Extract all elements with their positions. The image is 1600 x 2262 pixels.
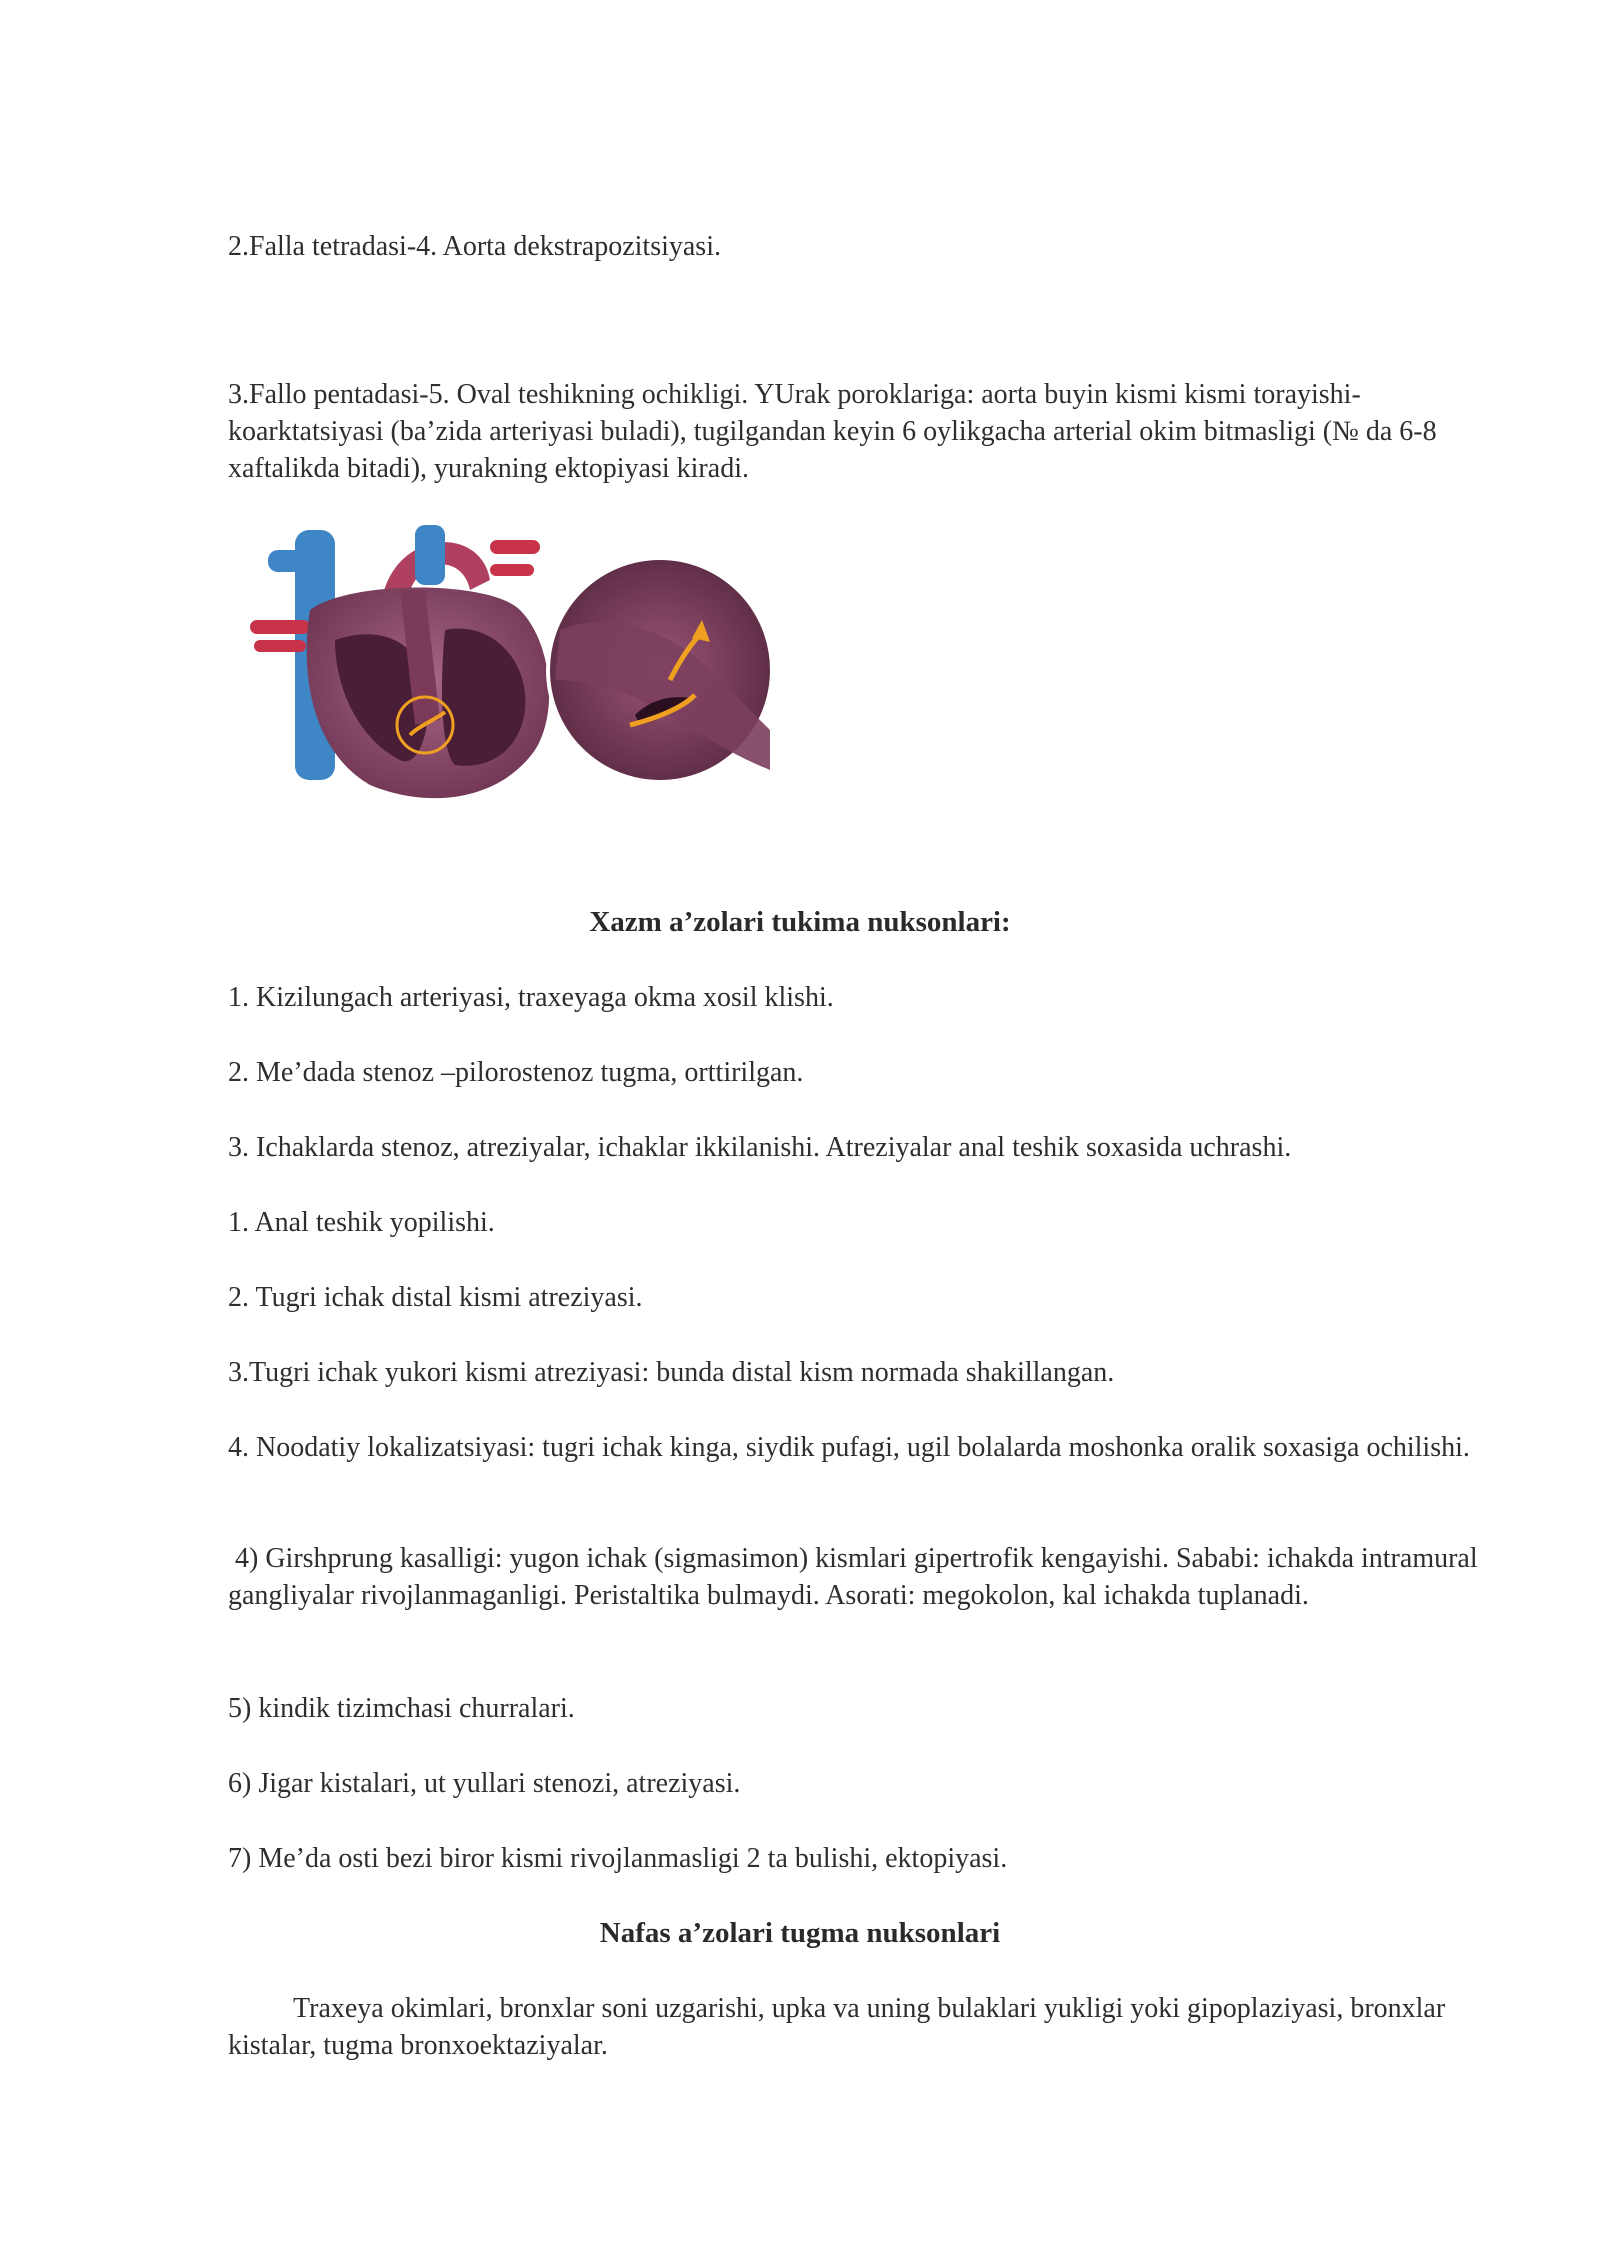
list-item: 1. Kizilungach arteriyasi, traxeyaga okma xosil klishi. [228, 982, 834, 1013]
heart-cross-section-icon [250, 525, 549, 798]
list-item: 5) kindik tizimchasi churralari. [228, 1693, 575, 1724]
heading-respiratory-defects: Nafas a’zolari tugma nuksonlari [599, 1917, 1001, 1949]
list-item: 6) Jigar kistalari, ut yullari stenozi, atreziyasi. [228, 1768, 741, 1799]
heart-defect-figure [240, 520, 800, 800]
paragraph-fallo-pentad: 3.Fallo pentadasi-5. Oval teshikning ochikligi. YUrak poroklariga: aorta buyin kismi kismi torayishi-koarktatsiyasi (ba’zida arteriyasi buladi), tugilgandan keyin 6 oylikgacha arterial okim bitmasligi (№ da 6-8 xaftalikda bitadi), yurakning ektopiyasi kiradi. [228, 379, 1437, 484]
list-item: 2. Tugri ichak distal kismi atreziyasi. [228, 1282, 643, 1313]
list-item: 3. Ichaklarda stenoz, atreziyalar, ichaklar ikkilanishi. Atreziyalar anal teshik soxasida uchrashi. [228, 1132, 1292, 1163]
list-item: 4. Noodatiy lokalizatsiyasi: tugri ichak kinga, siydik pufagi, ugil bolalarda moshonka oralik soxasiga ochilishi. [228, 1432, 1470, 1463]
heart-figure-svg [240, 520, 800, 800]
paragraph-falla-tetrad: 2.Falla tetradasi-4. Aorta dekstrapozitsiyasi. [228, 231, 721, 262]
list-item: 1. Anal teshik yopilishi. [228, 1207, 495, 1238]
magnified-septal-defect-icon [548, 558, 772, 782]
paragraph-respiratory: Traxeya okimlari, bronxlar soni uzgarishi, upka va uning bulaklari yukligi yoki gipoplaziyasi, bronxlar kistalar, tugma bronxoektaziyalar. [228, 1993, 1446, 2061]
list-item: 4) Girshprung kasalligi: yugon ichak (sigmasimon) kismlari gipertrofik kengayishi. Sababi: ichakda intramural gangliyalar rivojlanmaganligi. Peristaltika bulmaydi. Asorati: megokolon, kal ichakda tuplanadi. [228, 1543, 1485, 1611]
list-item: 2. Me’dada stenoz –pilorostenoz tugma, orttirilgan. [228, 1057, 804, 1088]
list-item: 3.Tugri ichak yukori kismi atreziyasi: bunda distal kism normada shakillangan. [228, 1357, 1115, 1388]
list-item: 7) Me’da osti bezi biror kismi rivojlanmasligi 2 ta bulishi, ektopiyasi. [228, 1843, 1008, 1874]
heading-digestive-defects: Xazm a’zolari tukima nuksonlari: [589, 906, 1011, 938]
